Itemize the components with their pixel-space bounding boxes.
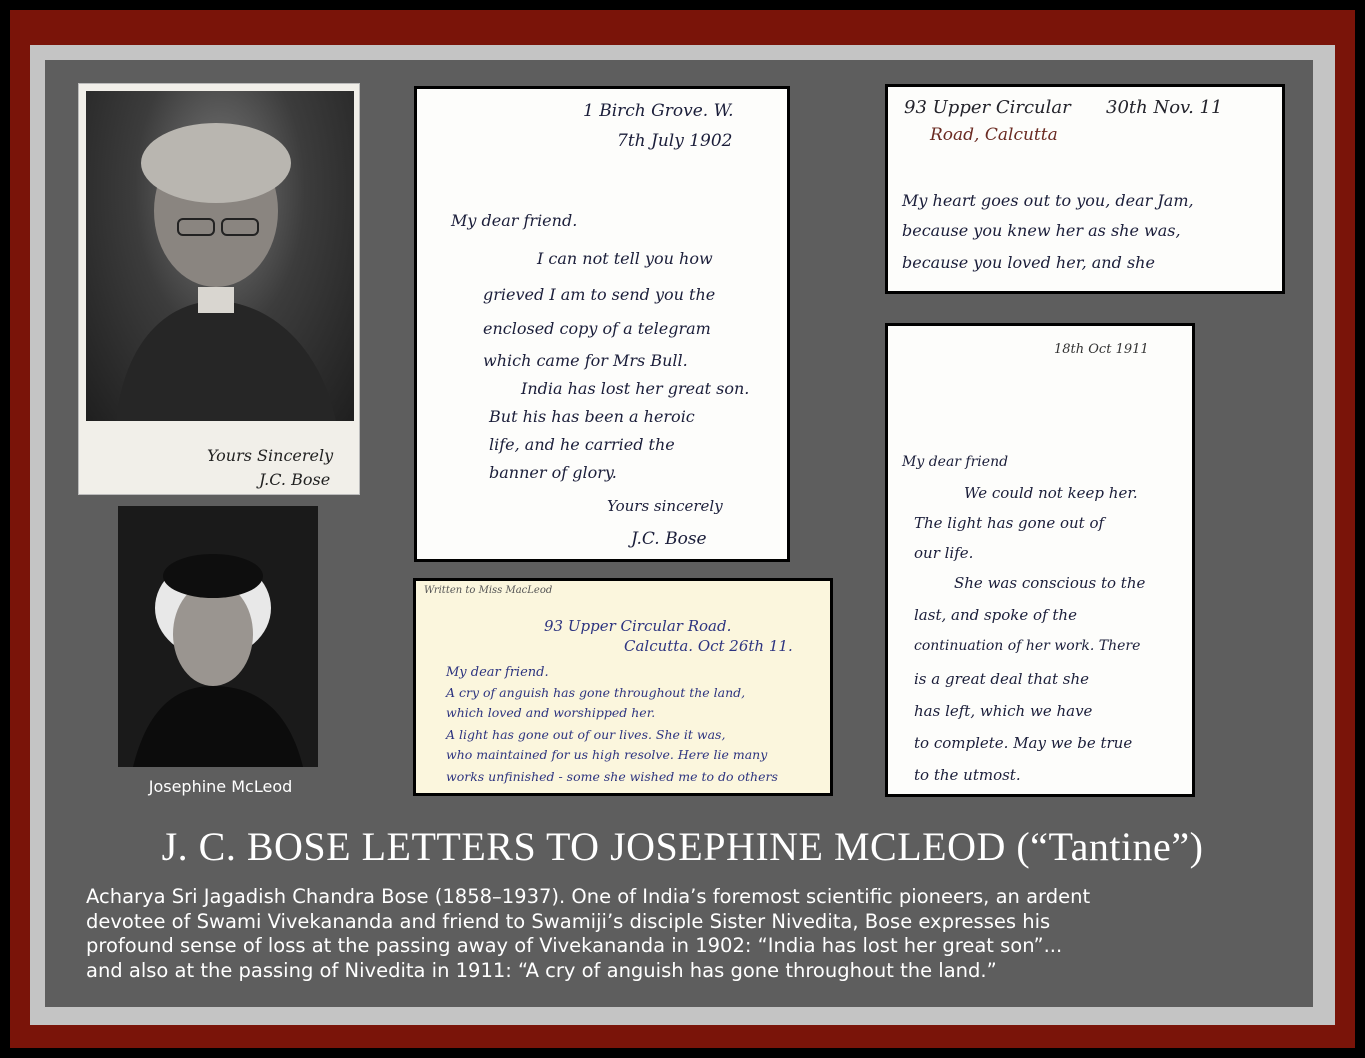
- letter-oct26-note: Written to Miss MacLeod: [424, 585, 553, 596]
- letter-oct26-line: who maintained for us high resolve. Here lie many: [446, 747, 768, 762]
- letter-oct18-line: My dear friend: [902, 454, 1009, 470]
- letter-1902-closing: Yours sincerely: [607, 497, 723, 515]
- letter-oct26-line: My dear friend.: [446, 665, 549, 680]
- letter-1902-date: 7th July 1902: [617, 131, 733, 151]
- description-line: devotee of Swami Vivekananda and friend to Swamiji’s disciple Sister Nivedita, Bose expresses his: [86, 909, 1051, 933]
- letter-1902-address: 1 Birch Grove. W.: [583, 101, 734, 121]
- letter-oct26-1911: [413, 578, 833, 796]
- letter-1902-line: My dear friend.: [451, 211, 578, 230]
- portrait-signature-line2: J.C. Bose: [259, 470, 331, 489]
- letter-1902-line: I can not tell you how: [537, 249, 713, 268]
- letter-oct26-line: works unfinished - some she wished me to do others: [446, 769, 778, 784]
- letter-oct18-line: to the utmost.: [914, 766, 1021, 784]
- letter-oct18-1911: [885, 323, 1195, 797]
- letter-1902-line: But his has been a heroic: [489, 407, 695, 426]
- description-line: profound sense of loss at the passing away of Vivekananda in 1902: “India has lost her great son”...: [86, 934, 1063, 957]
- letter-1902-signature: J.C. Bose: [631, 529, 707, 549]
- letter-1902-line: life, and he carried the: [489, 435, 675, 454]
- letter-oct26-line: A cry of anguish has gone throughout the land,: [446, 685, 746, 700]
- letter-oct18-line: The light has gone out of: [914, 514, 1105, 532]
- description: [86, 885, 1296, 983]
- description-line: and also at the passing of Nivedita in 1911: “A cry of anguish has gone throughout the land.”: [86, 958, 997, 982]
- letter-oct26-line: A light has gone out of our lives. She it was,: [446, 727, 726, 742]
- letter-nov-address2: Road, Calcutta: [930, 125, 1058, 145]
- mcleod-portrait: [118, 506, 318, 767]
- letter-1902-line: which came for Mrs Bull.: [483, 351, 688, 370]
- mcleod-figure-illustration: [118, 506, 318, 767]
- bose-figure-illustration: [86, 91, 354, 421]
- letter-oct26-address: 93 Upper Circular Road.: [544, 617, 732, 635]
- letter-oct18-date: 18th Oct 1911: [1054, 342, 1149, 357]
- letter-oct18-line: our life.: [914, 544, 974, 562]
- letter-nov-line: My heart goes out to you, dear Jam,: [902, 191, 1194, 210]
- portrait-image: [86, 91, 354, 421]
- letter-july-1902: [414, 86, 790, 562]
- letter-nov-line: because you loved her, and she: [902, 253, 1155, 272]
- letter-oct26-citydate: Calcutta. Oct 26th 11.: [624, 637, 793, 655]
- letter-nov-date: 30th Nov. 11: [1106, 97, 1223, 118]
- letter-oct18-line: continuation of her work. There: [914, 638, 1141, 654]
- bose-portrait: [78, 83, 360, 495]
- letter-oct18-line: She was conscious to the: [954, 574, 1146, 592]
- letter-oct18-line: is a great deal that she: [914, 670, 1090, 688]
- portrait-signature-line1: Yours Sincerely: [207, 446, 334, 465]
- letter-nov-address1: 93 Upper Circular: [904, 97, 1071, 118]
- page-title: J. C. BOSE LETTERS TO JOSEPHINE MCLEOD (“Tantine”): [161, 824, 1204, 869]
- letter-nov-line: because you knew her as she was,: [902, 221, 1181, 240]
- mcleod-caption: Josephine McLeod: [148, 777, 293, 796]
- letter-1902-line: enclosed copy of a telegram: [483, 319, 711, 338]
- letter-1902-line: grieved I am to send you the: [483, 285, 716, 304]
- letter-oct18-line: has left, which we have: [914, 702, 1093, 720]
- letter-1902-line: banner of glory.: [489, 463, 617, 482]
- description-line: Acharya Sri Jagadish Chandra Bose (1858–1937). One of India’s foremost scientific pioneers, an ardent: [86, 885, 1091, 908]
- letter-oct18-line: last, and spoke of the: [914, 606, 1077, 624]
- letter-oct18-line: We could not keep her.: [964, 484, 1138, 502]
- letter-nov-1911: [885, 84, 1285, 294]
- letter-oct18-line: to complete. May we be true: [914, 734, 1133, 752]
- letter-1902-line: India has lost her great son.: [521, 379, 750, 398]
- letter-oct26-line: which loved and worshipped her.: [446, 705, 656, 720]
